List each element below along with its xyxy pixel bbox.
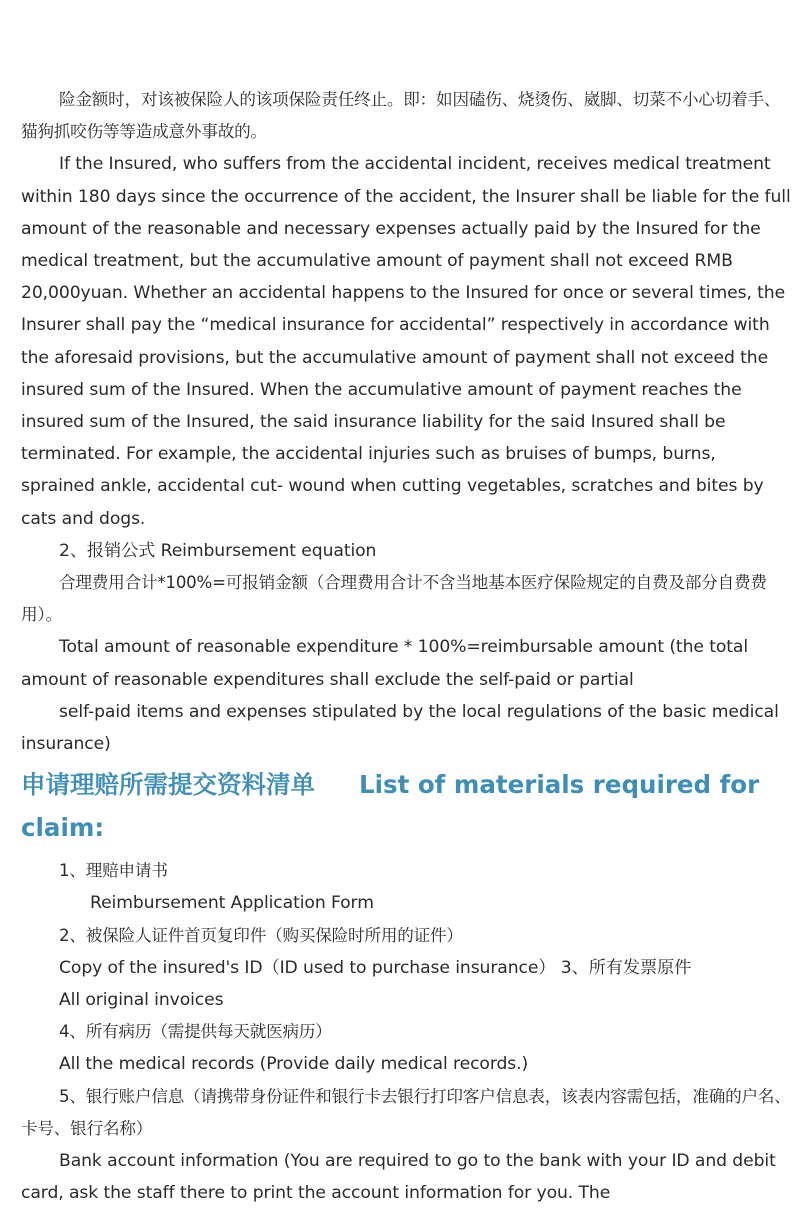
paragraph-equation-en: Total amount of reasonable expenditure * 100%=reimbursable amount (the total amount of reasonable expenditures shall exclude the self-paid or partial xyxy=(21,637,749,690)
list-item-4-en: All the medical records (Provide daily medical records.) xyxy=(59,1054,529,1075)
list-item-5-zh: 5、银行账户信息（请携带身份证件和银行卡去银行打印客户信息表，该表内容需包括，准确的户名、卡号、银行名称） xyxy=(21,1086,791,1138)
paragraph-liability-termination-en: If the Insured, who suffers from the accidental incident, receives medical treatment within 180 days since the occurrence of the accident, the Insurer shall be liable for the full amount of the reasonable and necessary expenses actually paid by the Insured for the medical treatment, but the accumulative amount of payment shall not exceed RMB 20,000yuan. Whether an accidental happens to the Insured for once or several times, the Insurer shall pay the “medical insurance for accidental” respectively in accordance with the aforesaid provisions, but the accumulative amount of payment shall not exceed the insured sum of the Insured. When the accumulative amount of payment reaches the insured sum of the Insured, the said insurance liability for the said Insured shall be terminated. For example, the accidental injuries such as bruises of bumps, burns, sprained ankle, accidental cut- wound when cutting vegetables, scratches and bites by cats and dogs. xyxy=(21,154,791,529)
section-reimbursement-equation: 2、报销公式 Reimbursement equation xyxy=(59,540,377,561)
claim-materials-heading-zh: 申请理赔所需提交资料清单 xyxy=(21,770,315,800)
list-item-5-en: Bank account information (You are required to go to the bank with your ID and debit card, ask the staff there to print the account information for you. The xyxy=(21,1151,776,1204)
list-item-2-en: Copy of the insured's ID（ID used to purchase insurance） 3、所有发票原件 xyxy=(59,957,692,978)
claim-materials-heading-en: List of materials required for claim: xyxy=(21,770,760,843)
paragraph-equation-en-cont: self-paid items and expenses stipulated by the local regulations of the basic medical insurance) xyxy=(21,701,779,755)
list-item-2-zh: 2、被保险人证件首页复印件（购买保险时所用的证件） xyxy=(59,925,463,945)
list-item-3-en: All original invoices xyxy=(59,990,224,1011)
claim-materials-heading xyxy=(21,763,791,849)
list-item-1-zh: 1、理赔申请书 xyxy=(59,861,168,881)
list-item-4-zh: 4、所有病历（需提供每天就医病历） xyxy=(59,1022,332,1042)
list-item-1-en: Reimbursement Application Form xyxy=(90,893,374,914)
document-page xyxy=(21,84,791,1210)
paragraph-liability-termination-zh: 险金额时，对该被保险人的该项保险责任终止。即：如因磕伤、烧烫伤、崴脚、切菜不小心切着手、猫狗抓咬伤等等造成意外事故的。 xyxy=(21,90,781,142)
paragraph-equation-zh: 合理费用合计*100%=可报销金额（合理费用合计不含当地基本医疗保险规定的自费及部分自费费用）。 xyxy=(21,573,767,625)
